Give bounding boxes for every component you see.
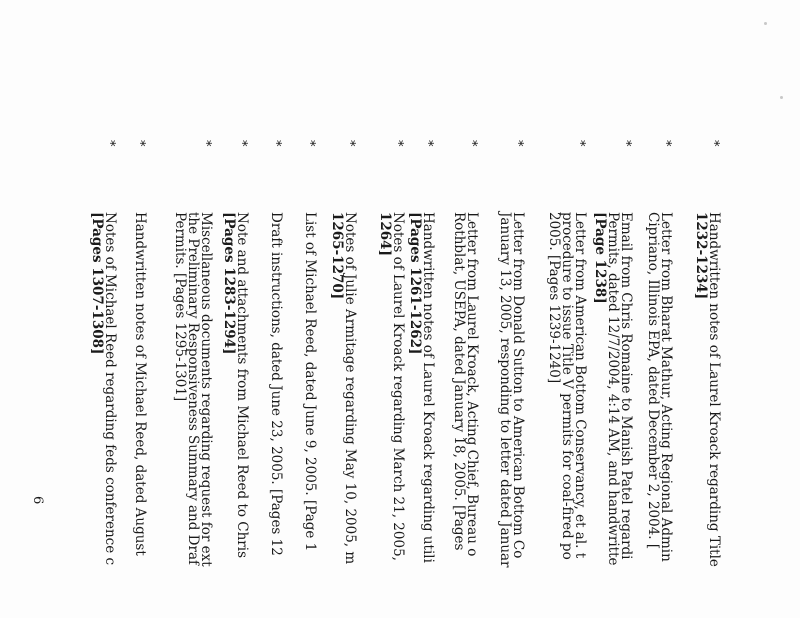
entry-text-line: Rothblat, USEPA, dated January 18, 2005. [Pages bbox=[451, 212, 467, 551]
entry-text-line: Letter from Donald Sutton to American Bottom Co bbox=[510, 212, 526, 559]
entry-pages-reference: [Pages 1307-1308] bbox=[89, 212, 105, 355]
entry-text-line: procedure to issue Title V permits for coal-fired po bbox=[559, 212, 575, 560]
entry-text-line: January 13, 2005, responding to letter dated Januar bbox=[497, 212, 513, 568]
entry-text-line: Handwritten notes of Michael Reed, dated August bbox=[132, 212, 148, 556]
bullet-asterisk: * bbox=[302, 140, 317, 147]
entry-text-line: List of Michael Reed, dated June 9, 2005. [Page 1 bbox=[302, 212, 318, 552]
page-number: 6 bbox=[30, 496, 45, 505]
entry-text-line: Permits. [Pages 1295-1301] bbox=[172, 212, 188, 402]
bullet-asterisk: * bbox=[342, 140, 357, 147]
entry-pages-reference: [Pages 1283-1294] bbox=[221, 212, 237, 355]
entry-pages-reference: 1232-1234] bbox=[693, 212, 709, 300]
bullet-asterisk: * bbox=[198, 140, 213, 147]
entry-pages-reference: [Page 1238] bbox=[592, 212, 608, 304]
bullet-asterisk: * bbox=[618, 140, 633, 147]
entry-text-line: the Preliminary Responsiveness Summary and Draf bbox=[185, 212, 201, 565]
entry-text-line: 2005. [Pages 1239-1240] bbox=[546, 212, 562, 384]
entry-text-line: Handwritten notes of Laurel Kroack regarding utili bbox=[420, 212, 436, 563]
entry-text-line: Letter from Laurel Kroack, Acting Chief, Bureau o bbox=[464, 212, 480, 557]
bullet-asterisk: * bbox=[658, 140, 673, 147]
bullet-asterisk: * bbox=[706, 140, 721, 147]
bullet-asterisk: * bbox=[464, 140, 479, 147]
entry-text-line: Permits, dated 12/7/2004, 4:14 AM, and handwritte bbox=[605, 212, 621, 566]
bullet-asterisk: * bbox=[510, 140, 525, 147]
bullet-asterisk: * bbox=[390, 140, 405, 147]
entry-text-line: Notes of Michael Reed regarding feds conference c bbox=[102, 212, 118, 566]
entry-text-line: Note and attachments from Michael Reed to Chris bbox=[234, 212, 250, 559]
bullet-asterisk: * bbox=[234, 140, 249, 147]
entry-text-line: Letter from American Bottom Conservancy, et al. t bbox=[572, 212, 588, 559]
entry-text-line: Handwritten notes of Laurel Kroack regarding Title bbox=[706, 212, 722, 567]
entry-text-line: Notes of Laurel Kroack regarding March 21, 2005, bbox=[390, 212, 406, 561]
scan-speck bbox=[780, 96, 783, 99]
entry-text-line: Miscellaneous documents regarding request for ext bbox=[198, 212, 214, 567]
entry-text-line: Letter from Bharat Mathur, Acting Regional Admin bbox=[658, 212, 674, 562]
entry-text-line: Notes of Julie Armitage regarding May 10, 2005, m bbox=[342, 212, 358, 565]
bullet-asterisk: * bbox=[132, 140, 147, 147]
bullet-asterisk: * bbox=[268, 140, 283, 147]
bullet-asterisk: * bbox=[572, 140, 587, 147]
entry-text-line: Draft instructions, dated June 23, 2005. [Pages 12 bbox=[268, 212, 284, 556]
entry-pages-reference: 1264] bbox=[377, 212, 393, 256]
entry-pages-reference: 1265-1270] bbox=[329, 212, 345, 300]
scan-speck bbox=[764, 22, 767, 25]
entry-text-line: Email from Chris Romaine to Manish Patel regardi bbox=[618, 212, 634, 560]
entry-text-line: Cipriano, Illinois EPA, dated December 2, 2004. [ bbox=[645, 212, 661, 550]
entry-pages-reference: [Pages 1261-1262] bbox=[407, 212, 423, 355]
bullet-asterisk: * bbox=[420, 140, 435, 147]
bullet-asterisk: * bbox=[102, 140, 117, 147]
